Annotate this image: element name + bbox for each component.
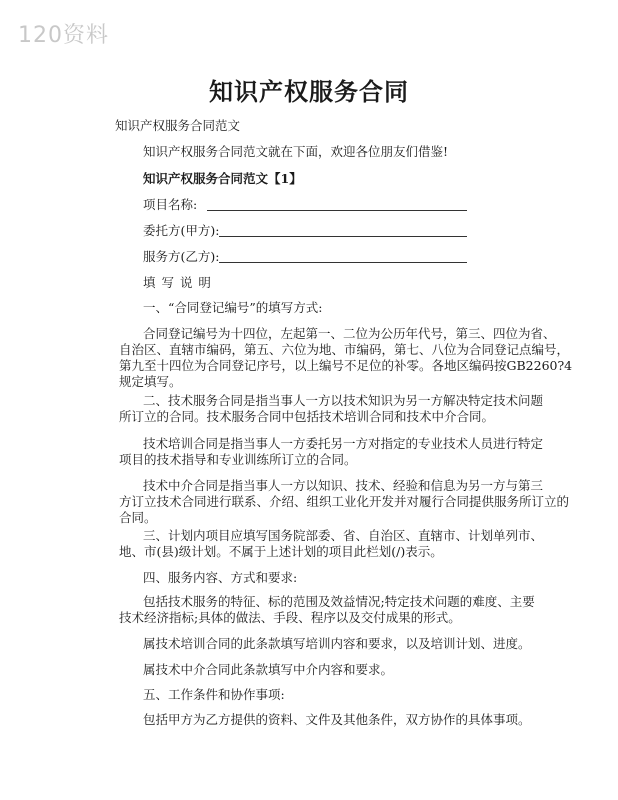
item5-heading: 五、工作条件和协作事项: [143, 687, 285, 702]
document-title: 知识产权服务合同 [209, 78, 409, 106]
item1-line: 自治区、直辖市编码，第五、六位为地、市编码，第七、八位为合同登记点编号， [119, 342, 570, 357]
training-line: 项目的技术指导和专业训练所订立的合同。 [119, 452, 357, 467]
item1-line: 合同登记编号为十四位，左起第一、二位为公历年代号，第三、四位为省、 [143, 326, 556, 341]
item1-line: 第九至十四位为合同登记序号，以上编号不足位的补零。各地区编码按GB2260?4 [119, 358, 573, 373]
item4-line: 包括技术服务的特征、标的范围及效益情况;特定技术问题的难度、主要 [143, 594, 535, 609]
field-label-client: 委托方(甲方): [143, 223, 220, 238]
item2-line: 所订立的合同。技术服务合同中包括技术培训合同和技术中介合同。 [119, 409, 495, 424]
item4-line: 技术经济指标;具体的做法、手段、程序以及交付成果的形式。 [119, 610, 461, 625]
section-heading: 知识产权服务合同范文【1】 [143, 171, 302, 186]
intermediary-line: 技术中介合同是指当事人一方以知识、技术、经验和信息为另一方与第三 [143, 478, 544, 493]
intermediary-line: 合同。 [119, 510, 157, 525]
item4-heading: 四、服务内容、方式和要求: [143, 570, 298, 585]
field-line-client [219, 236, 467, 237]
field-line-provider [219, 262, 467, 263]
document-subtitle: 知识产权服务合同范文 [115, 118, 241, 133]
item1-line: 规定填写。 [119, 374, 182, 389]
field-line-project-name [207, 210, 467, 211]
instructions-heading: 填 写 说 明 [143, 275, 212, 290]
training-line: 技术培训合同是指当事人一方委托另一方对指定的专业技术人员进行特定 [143, 436, 544, 451]
intermediary-line: 方订立技术合同进行联系、介绍、组织工业化开发并对履行合同提供服务所订立的 [119, 494, 570, 509]
field-label-provider: 服务方(乙方): [143, 249, 220, 264]
item2-line: 二、技术服务合同是指当事人一方以技术知识为另一方解决特定技术问题 [143, 393, 544, 408]
item1-heading: 一、“合同登记编号”的填写方式: [143, 300, 323, 315]
field-label-project-name: 项目名称: [143, 197, 198, 212]
item3-line: 三、计划内项目应填写国务院部委、省、自治区、直辖市、计划单列市、 [143, 528, 544, 543]
intermediary-fill-note: 属技术中介合同此条款填写中介内容和要求。 [143, 662, 394, 677]
watermark: 120资料 [18, 23, 109, 48]
item3-line: 地、市(县)级计划。不属于上述计划的项目此栏划(/)表示。 [119, 544, 443, 559]
intro-paragraph: 知识产权服务合同范文就在下面，欢迎各位朋友们借鉴! [143, 144, 449, 159]
training-fill-note: 属技术培训合同的此条款填写培训内容和要求，以及培训计划、进度。 [143, 636, 531, 651]
item5-line: 包括甲方为乙方提供的资料、文件及其他条件，双方协作的具体事项。 [143, 712, 531, 727]
